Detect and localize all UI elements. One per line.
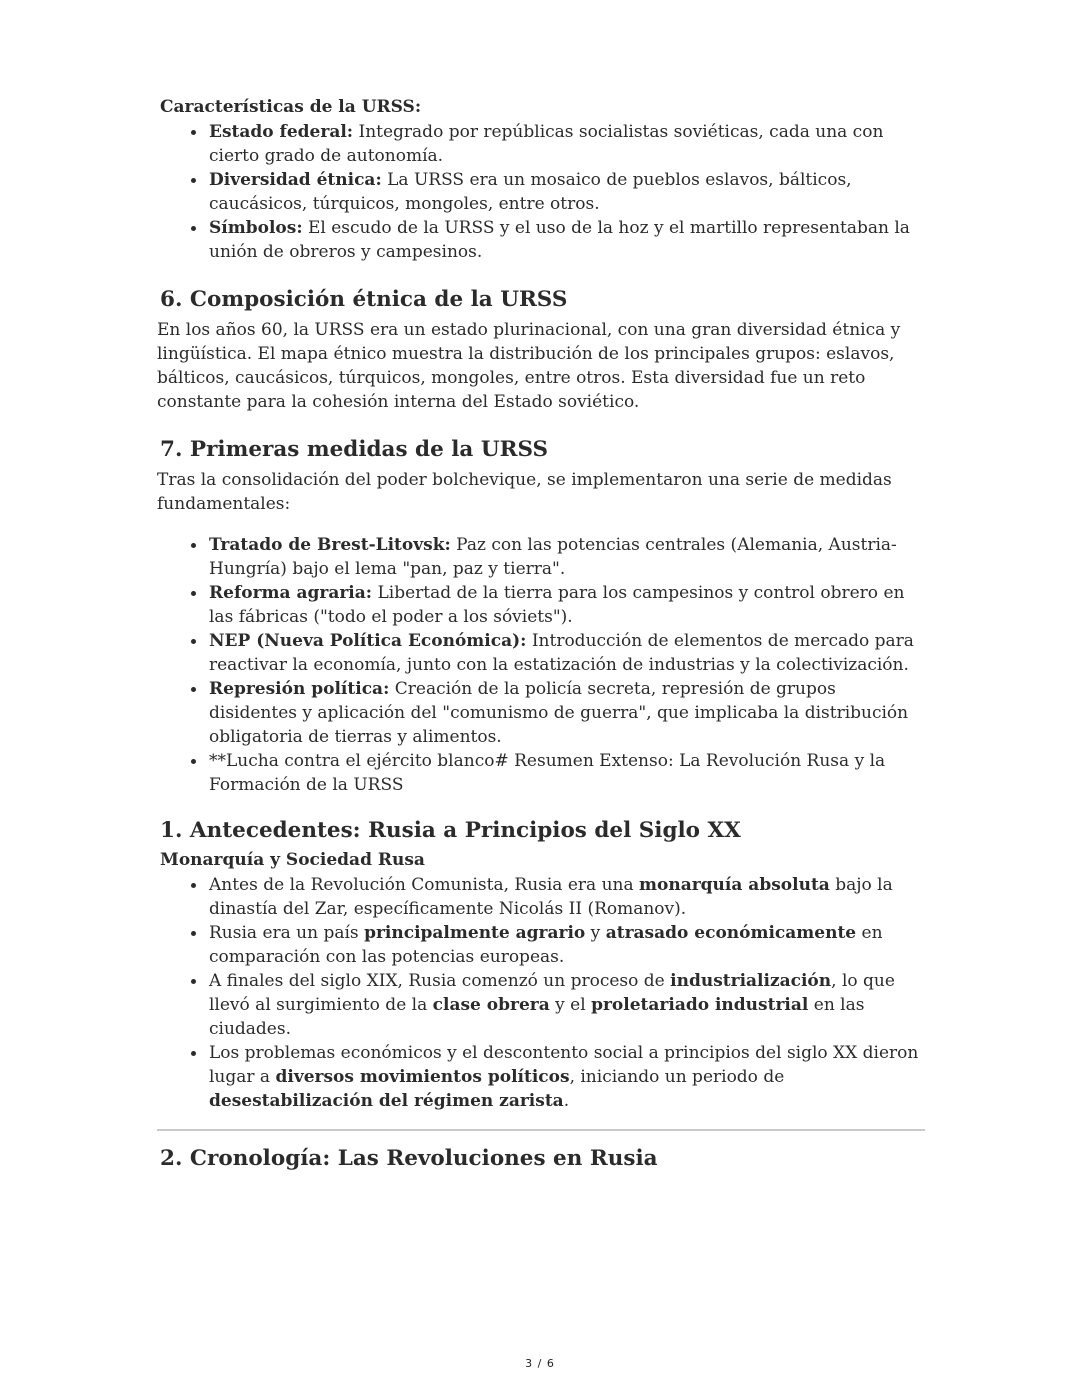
section-7-heading: 7. Primeras medidas de la URSS <box>160 437 549 462</box>
list-item: Represión política: Creación de la policía secreta, represión de grupos disidentes y aplicación del "comunismo de guerra", que implicaba la distribución obligatoria de tierras y alimentos. <box>209 677 925 749</box>
list-item: Los problemas económicos y el descontento social a principios del siglo XX dieron lugar a diversos movimientos políticos, iniciando un periodo de desestabilización del régimen zarista. <box>209 1041 925 1113</box>
list-item: Rusia era un país principalmente agrario y atrasado económicamente en comparación con las potencias europeas. <box>209 921 925 969</box>
document-page <box>157 96 925 1177</box>
list-item: Símbolos: El escudo de la URSS y el uso de la hoz y el martillo representaban la unión de obreros y campesinos. <box>209 216 925 264</box>
list-item: Diversidad étnica: La URSS era un mosaico de pueblos eslavos, bálticos, caucásicos, túrquicos, mongoles, entre otros. <box>209 168 925 216</box>
section-2-heading: 2. Cronología: Las Revoluciones en Rusia <box>160 1146 658 1171</box>
list-item: NEP (Nueva Política Económica): Introducción de elementos de mercado para reactivar la economía, junto con la estatización de industrias y la colectivización. <box>209 629 925 677</box>
caracteristicas-list <box>157 120 925 264</box>
list-item: Reforma agraria: Libertad de la tierra para los campesinos y control obrero en las fábricas ("todo el poder a los sóviets"). <box>209 581 925 629</box>
section-7-list <box>157 533 925 797</box>
section-6-heading: 6. Composición étnica de la URSS <box>160 287 568 312</box>
list-item: **Lucha contra el ejército blanco# Resumen Extenso: La Revolución Rusa y la Formación de la URSS <box>209 749 925 797</box>
list-item: Antes de la Revolución Comunista, Rusia era una monarquía absoluta bajo la dinastía del Zar, específicamente Nicolás II (Romanov). <box>209 873 925 921</box>
section-1-list <box>157 873 925 1113</box>
page-number: 3 / 6 <box>525 1357 555 1370</box>
section-1-heading: 1. Antecedentes: Rusia a Principios del Siglo XX <box>160 818 741 843</box>
section-1-subheading: Monarquía y Sociedad Rusa <box>160 850 425 870</box>
list-item: Estado federal: Integrado por repúblicas socialistas soviéticas, cada una con cierto grado de autonomía. <box>209 120 925 168</box>
caracteristicas-heading: Características de la URSS: <box>160 97 422 117</box>
section-divider <box>157 1129 925 1131</box>
list-item: A finales del siglo XIX, Rusia comenzó un proceso de industrialización, lo que llevó al surgimiento de la clase obrera y el proletariado industrial en las ciudades. <box>209 969 925 1041</box>
section-6-body: En los años 60, la URSS era un estado plurinacional, con una gran diversidad étnica y lingüística. El mapa étnico muestra la distribución de los principales grupos: eslavos, bálticos, caucásicos, túrquicos, mongoles, entre otros. Esta diversidad fue un reto constante para la cohesión interna del Estado soviético. <box>157 320 901 412</box>
section-7-intro: Tras la consolidación del poder bolchevique, se implementaron una serie de medidas fundamentales: <box>157 470 892 514</box>
list-item: Tratado de Brest-Litovsk: Paz con las potencias centrales (Alemania, Austria-Hungría) bajo el lema "pan, paz y tierra". <box>209 533 925 581</box>
